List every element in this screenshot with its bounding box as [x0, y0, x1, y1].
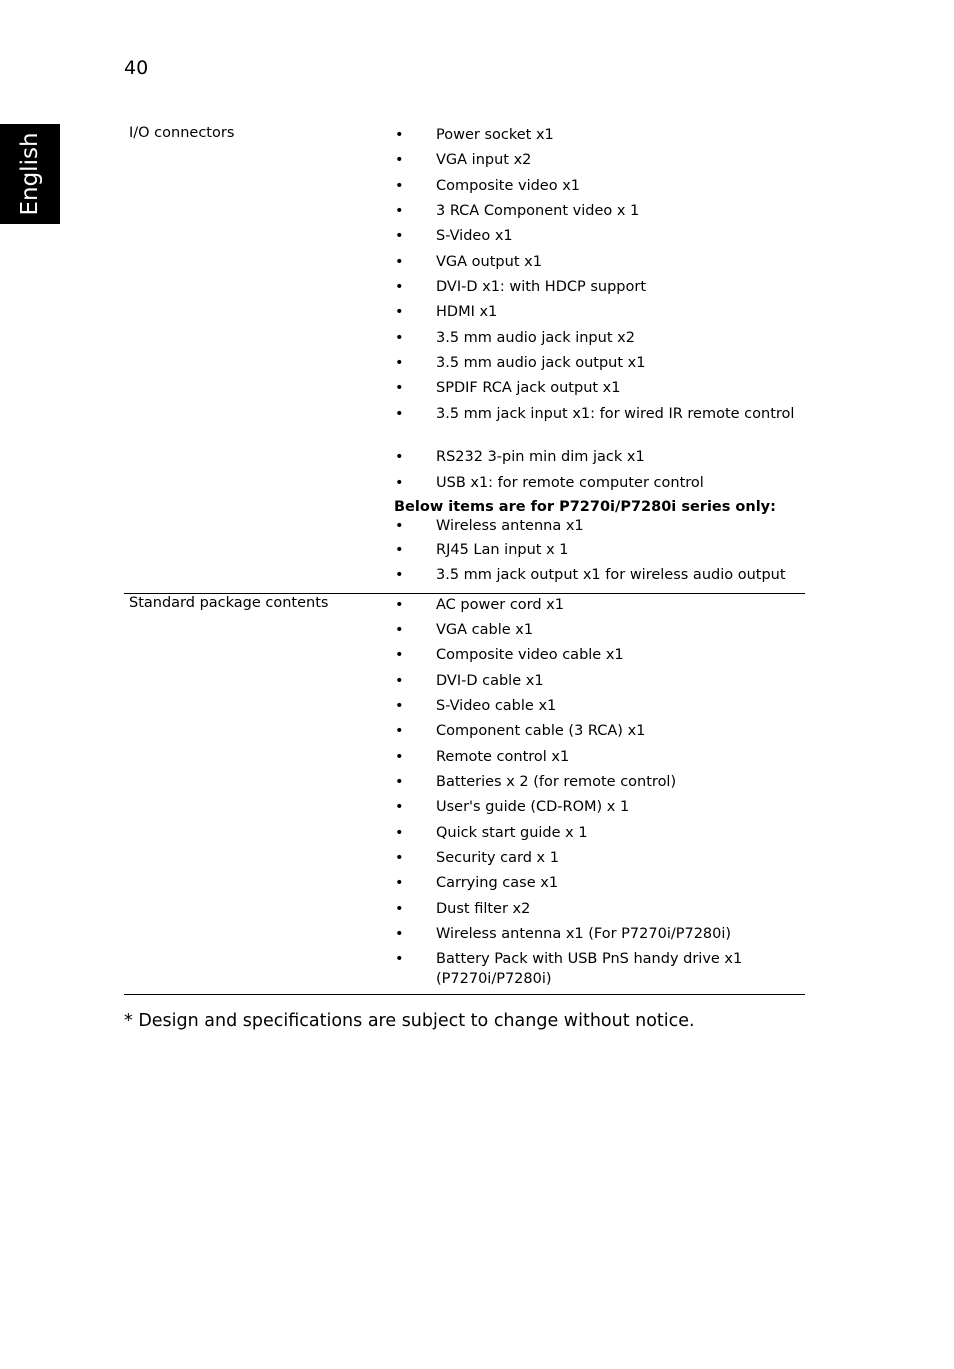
bullet: • [395, 406, 404, 422]
list-item: • Composite video x1 [395, 178, 581, 194]
bullet: • [395, 304, 404, 320]
list-item: • VGA input x2 [395, 152, 532, 168]
page-number: 40 [124, 57, 149, 79]
list-item: • VGA output x1 [395, 254, 542, 270]
bullet: • [395, 475, 404, 491]
bullet: • [395, 330, 404, 346]
bullet: • [395, 901, 404, 917]
bullet: • [395, 228, 404, 244]
list-item: • DVI-D cable x1 [395, 673, 544, 689]
bullet: • [395, 178, 404, 194]
bullet: • [395, 799, 404, 815]
list-item: • Remote control x1 [395, 749, 570, 765]
bullet: • [395, 355, 404, 371]
bullet: • [395, 542, 404, 558]
list-item: • AC power cord x1 [395, 597, 564, 613]
spec-table [124, 124, 805, 995]
bullet: • [395, 749, 404, 765]
list-item: • S-Video x1 [395, 228, 513, 244]
list-item: • SPDIF RCA jack output x1 [395, 380, 621, 396]
bullet: • [395, 567, 404, 583]
bullet: • [395, 152, 404, 168]
list-item: • RJ45 Lan input x 1 [395, 542, 569, 558]
list-item: • RS232 3-pin min dim jack x1 [395, 449, 645, 465]
bullet: • [395, 647, 404, 663]
list-item: • Battery Pack with USB PnS handy drive x1 (P7270i/P7280i) [395, 951, 743, 987]
list-item: • Security card x 1 [395, 850, 559, 866]
list-item: • Power socket x1 [395, 127, 554, 143]
bullet: • [395, 850, 404, 866]
list-item: • 3.5 mm jack input x1: for wired IR remote control [395, 406, 795, 422]
bullet: • [395, 825, 404, 841]
list-item: • Batteries x 2 (for remote control) [395, 774, 677, 790]
bullet: • [395, 203, 404, 219]
bullet: • [395, 774, 404, 790]
bullet: • [395, 279, 404, 295]
row-label: Standard package contents [129, 595, 329, 611]
list-item: • Carrying case x1 [395, 875, 559, 891]
list-item: • 3 RCA Component video x 1 [395, 203, 640, 219]
row-label: I/O connectors [129, 125, 235, 141]
list-item: • Wireless antenna x1 (For P7270i/P7280i) [395, 926, 732, 942]
list-item: • 3.5 mm audio jack output x1 [395, 355, 646, 371]
list-item: • User's guide (CD-ROM) x 1 [395, 799, 630, 815]
bullet: • [395, 673, 404, 689]
list-item: • Dust filter x2 [395, 901, 531, 917]
language-tab [0, 124, 60, 224]
list-item: • 3.5 mm jack output x1 for wireless audio output [395, 567, 786, 583]
bullet: • [395, 449, 404, 465]
bullet: • [395, 380, 404, 396]
list-item: • Quick start guide x 1 [395, 825, 588, 841]
series-subheading: Below items are for P7270i/P7280i series only: [394, 499, 776, 515]
bullet: • [395, 926, 404, 942]
list-item: • Component cable (3 RCA) x1 [395, 723, 646, 739]
bullet: • [395, 597, 404, 613]
language-tab-label: English [17, 132, 43, 216]
bullet: • [395, 951, 404, 967]
list-item: • 3.5 mm audio jack input x2 [395, 330, 635, 346]
list-item: • HDMI x1 [395, 304, 498, 320]
list-item: • VGA cable x1 [395, 622, 534, 638]
spec-row-package-contents [124, 594, 805, 995]
footnote: * Design and specifications are subject to change without notice. [124, 1011, 695, 1031]
list-item: • Composite video cable x1 [395, 647, 624, 663]
list-item: • DVI-D x1: with HDCP support [395, 279, 647, 295]
bullet: • [395, 127, 404, 143]
spec-row-io-connectors [124, 124, 805, 594]
list-item: • Wireless antenna x1 [395, 518, 584, 534]
list-item: • USB x1: for remote computer control [395, 475, 704, 491]
bullet: • [395, 518, 404, 534]
bullet: • [395, 698, 404, 714]
list-item: • S-Video cable x1 [395, 698, 557, 714]
bullet: • [395, 622, 404, 638]
bullet: • [395, 254, 404, 270]
bullet: • [395, 875, 404, 891]
bullet: • [395, 723, 404, 739]
